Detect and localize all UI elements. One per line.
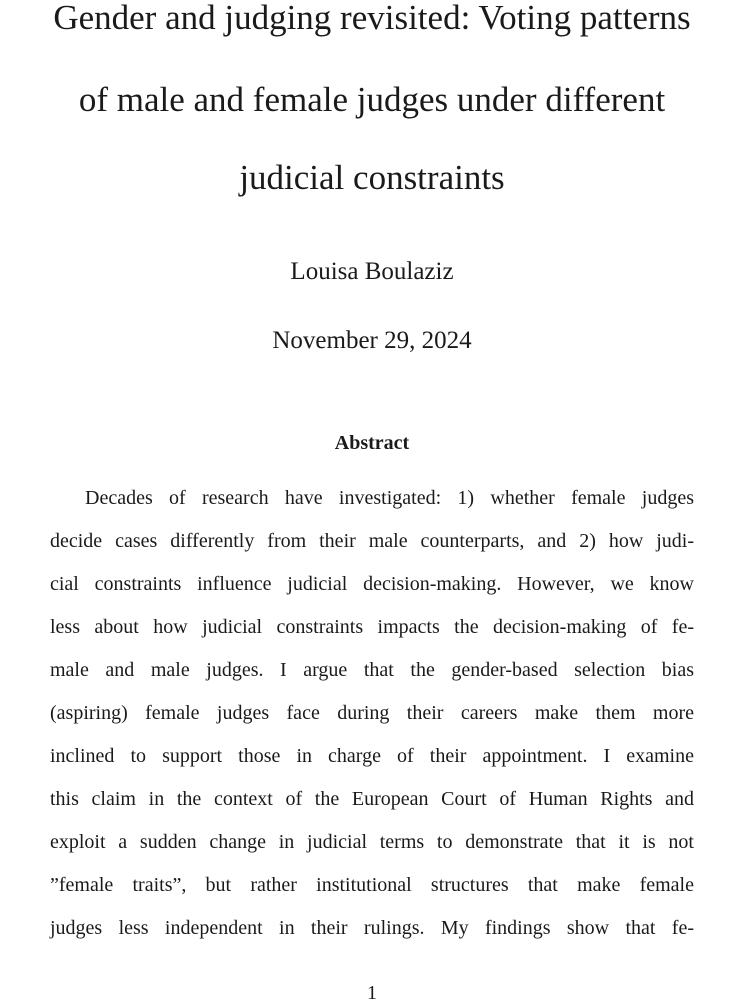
title-line-3: judicial constraints (239, 158, 505, 197)
abstract-line: less about how judicial constraints impacts the decision-making of fe- (50, 616, 694, 638)
abstract-line: inclined to support those in charge of their appointment. I examine (50, 745, 694, 767)
abstract-line: this claim in the context of the European Court of Human Rights and (50, 788, 694, 810)
title-line-1: Gender and judging revisited: Voting patterns (53, 0, 691, 37)
abstract-line: decide cases differently from their male counterparts, and 2) how judi- (50, 530, 694, 552)
abstract-line: exploit a sudden change in judicial terms to demonstrate that it is not (50, 831, 694, 853)
author-name: Louisa Boulaziz (290, 258, 454, 285)
abstract-heading: Abstract (334, 432, 410, 454)
abstract-line: cial constraints influence judicial decision-making. However, we know (50, 573, 694, 595)
page-number: 1 (367, 982, 377, 1004)
publication-date: November 29, 2024 (272, 327, 472, 354)
abstract-line: Decades of research have investigated: 1) whether female judges (85, 487, 694, 509)
abstract-line: judges less independent in their rulings. My findings show that fe- (50, 917, 694, 939)
abstract-line: male and male judges. I argue that the gender-based selection bias (50, 659, 694, 681)
abstract-line: ”female traits”, but rather institutional structures that make female (50, 874, 694, 896)
abstract-line: (aspiring) female judges face during their careers make them more (50, 702, 694, 724)
title-line-2: of male and female judges under different (78, 80, 666, 119)
